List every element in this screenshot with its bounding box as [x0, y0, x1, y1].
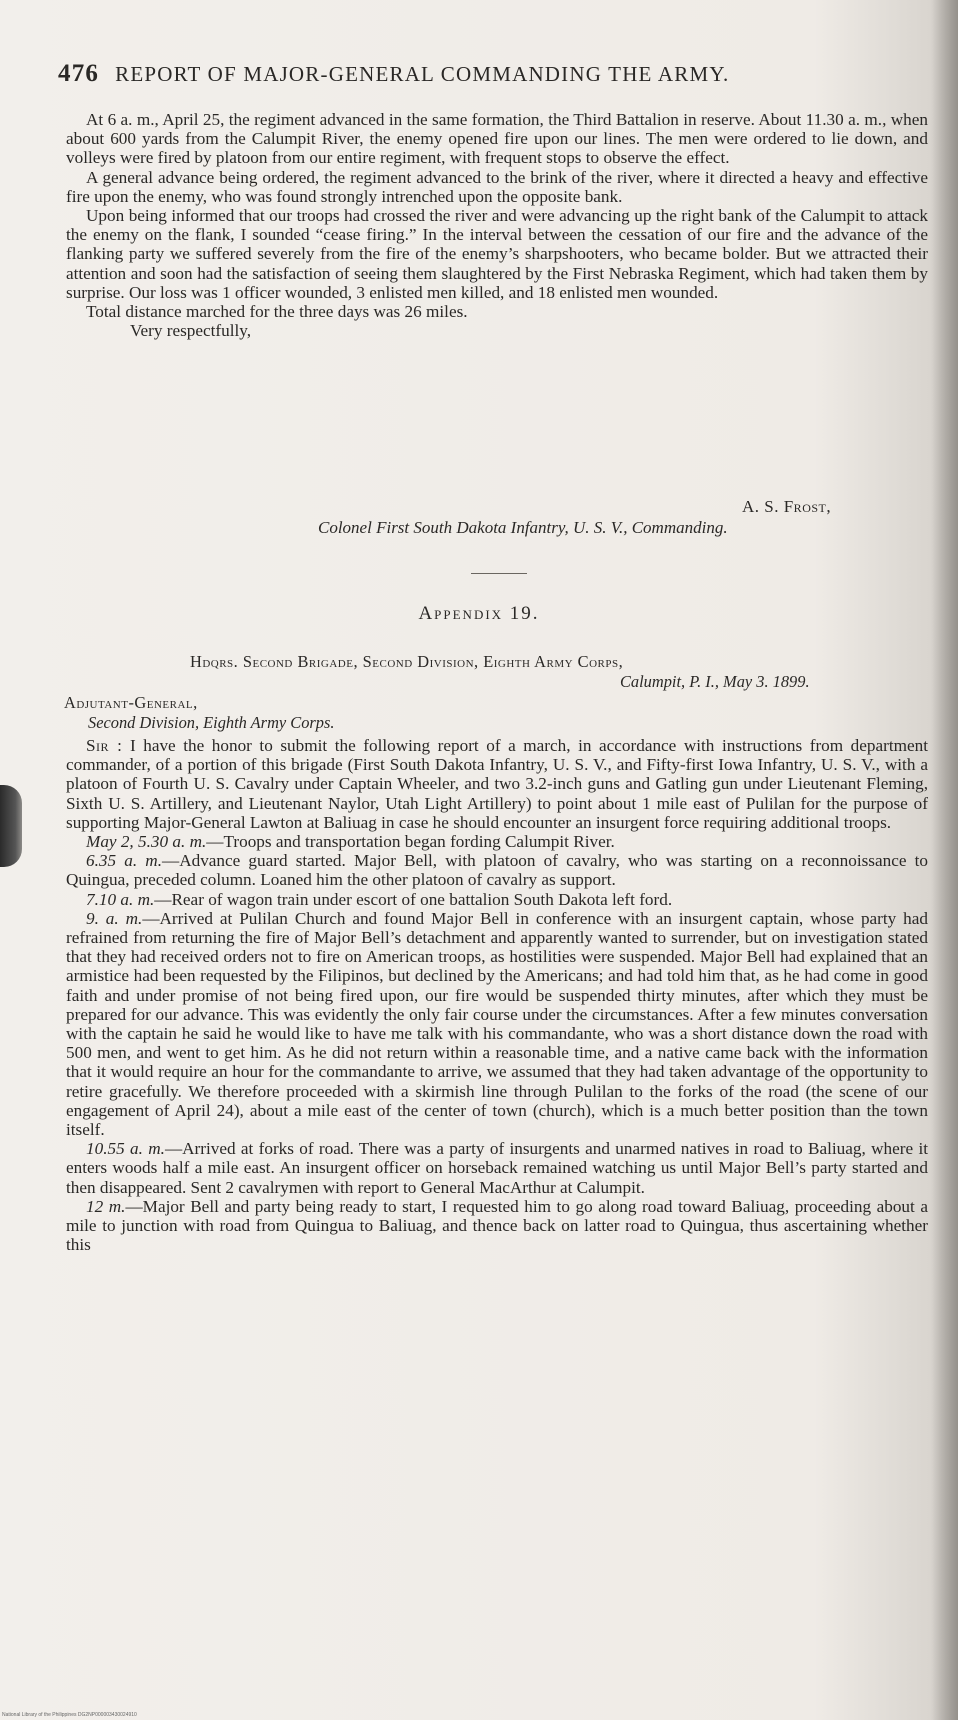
log-entry	[66, 851, 928, 889]
entry-text: —Advance guard started. Major Bell, with platoon of cavalry, who was starting on a reconnoissance to Quingua, preceded column. Loaned him the other platoon of cavalry as support.	[66, 851, 928, 890]
addressee-unit: Second Division, Eighth Army Corps.	[88, 713, 335, 732]
page-number: 476	[58, 60, 100, 87]
scan-footer: National Library of the Philippines DG2NP000003430024910	[2, 1712, 137, 1718]
entry-time: May 2, 5.30 a. m.	[86, 832, 207, 852]
page-edge-shadow	[932, 0, 958, 1720]
entry-time: 12 m.	[86, 1196, 126, 1216]
entry-text: —Major Bell and party being ready to start, I requested him to go along road toward Baliuag, proceeding about a mile to junction with road from Quingua to Baliuag, and thence back on latter road to Quingua, thus ascertaining whether this	[66, 1196, 928, 1255]
intro-paragraph	[66, 736, 928, 832]
entry-text: —Rear of wagon train under escort of one battalion South Dakota left ford.	[154, 889, 673, 909]
entry-text: —Troops and transportation began fording Calumpit River.	[206, 832, 615, 852]
log-entry	[66, 1139, 928, 1197]
appendix-title: Appendix 19.	[418, 603, 540, 624]
log-entry	[66, 890, 928, 909]
entry-time: 9. a. m.	[86, 908, 143, 928]
log-entry	[66, 1197, 928, 1255]
running-title: REPORT OF MAJOR-GENERAL COMMANDING THE ARMY.	[115, 62, 730, 86]
intro-text: I have the honor to submit the following report of a march, in accordance with instructions from department commander, of a portion of this brigade (First South Dakota Infantry, U. S. V., and Fifty-first Iowa Infantry, U. S. V., with a platoon of Fourth U. S. Cavalry under Captain Wheeler, and two 3.2-inch guns and Gatling gun under Lieutenant Fleming, Sixth U. S. Artillery, and Lieutenant Naylor, Utah Light Artillery) to point about 1 mile east of Pulilan for the purpose of supporting Major-General Lawton at Baliuag in case he should encounter an insurgent force requiring additional troops.	[66, 736, 928, 832]
salutation: Sir :	[86, 736, 123, 755]
paragraph: A general advance being ordered, the regiment advanced to the brink of the river, where it directed a heavy and effective fire upon the enemy, who was found strongly intrenched upon the opposite bank.	[66, 167, 928, 206]
paragraph: At 6 a. m., April 25, the regiment advanced in the same formation, the Third Battalion in reserve. About 11.30 a. m., when about 600 yards from the Calumpit River, the enemy opened fire upon our lines. The men were ordered to lie down, and volleys were fired by platoon from our entire regiment, with frequent stops to observe the effect.	[66, 110, 928, 168]
paragraph: Upon being informed that our troops had crossed the river and were advancing up the right bank of the Calumpit to attack the enemy on the flank, I sounded “cease firing.” In the interval between the cessation of our fire and the advance of the flanking party we suffered severely from the fire of the enemy’s sharpshooters, who became bolder. But we attracted their attention and soon had the satisfaction of seeing them slaughtered by the First Nebraska Regiment, which had taken them by surprise. Our loss was 1 officer wounded, 3 enlisted men killed, and 18 enlisted men wounded.	[66, 206, 928, 302]
running-header	[58, 60, 888, 88]
entry-text: —Arrived at Pulilan Church and found Major Bell in conference with an insurgent captain, whose party had refrained from returning the fire of Major Bell’s detachment and apparently wanted to surrender, but on investigation stated that they had received orders not to fire on American troops, as hostilities were suspended. Major Bell had explained that an armistice had been requested by the Filipinos, but declined by the Americans; and had told him that, as he had come in good faith and under promise of not being fired upon, our fire would be suspended thirty minutes, after which they must be prepared for our advance. This was evidently the only fair course under the circumstances. After a few minutes conversation with the captain he said he would like to have me talk with his commandante, who was a short distance down the road with 500 men, and went to get him. As he did not return within a reasonable time, and a native came back with the information that it would require an hour for the commandante to arrive, we assumed that they had taken advantage of the opportunity to retire gracefully. We therefore proceeded with a skirmish line through Pulilan to the forks of the road (the scene of our engagement of April 24), about a mile east of the center of town (church), which is a much better position than the town itself.	[66, 908, 928, 1140]
entry-time: 6.35 a. m.	[86, 851, 162, 871]
scan-thumb-mark	[0, 785, 22, 867]
paragraph: Total distance marched for the three days was 26 miles.	[86, 302, 468, 322]
entry-time: 10.55 a. m.	[86, 1139, 165, 1159]
entry-time: 7.10 a. m.	[86, 889, 155, 909]
entry-text: —Arrived at forks of road. There was a party of insurgents and unarmed natives in road to Baliuag, where it enters woods half a mile east. An insurgent officer on horseback remained watching us until Major Bell’s party started and then disappeared. Sent 2 cavalrymen with report to General MacArthur at Calumpit.	[66, 1139, 928, 1197]
signature-name: A. S. Frost,	[742, 497, 832, 516]
report-section-1	[66, 110, 928, 340]
headquarters-line: Hdqrs. Second Brigade, Second Division, Eighth Army Corps,	[190, 652, 624, 671]
appendix-body	[66, 736, 928, 1254]
log-entry	[66, 909, 928, 1139]
addressee: Adjutant-General,	[64, 693, 198, 712]
section-divider	[471, 573, 527, 574]
log-entry	[66, 832, 928, 851]
signature-title: Colonel First South Dakota Infantry, U. S. V., Commanding.	[318, 518, 728, 537]
place-date: Calumpit, P. I., May 3. 1899.	[620, 672, 810, 691]
closing: Very respectfully,	[130, 321, 252, 341]
